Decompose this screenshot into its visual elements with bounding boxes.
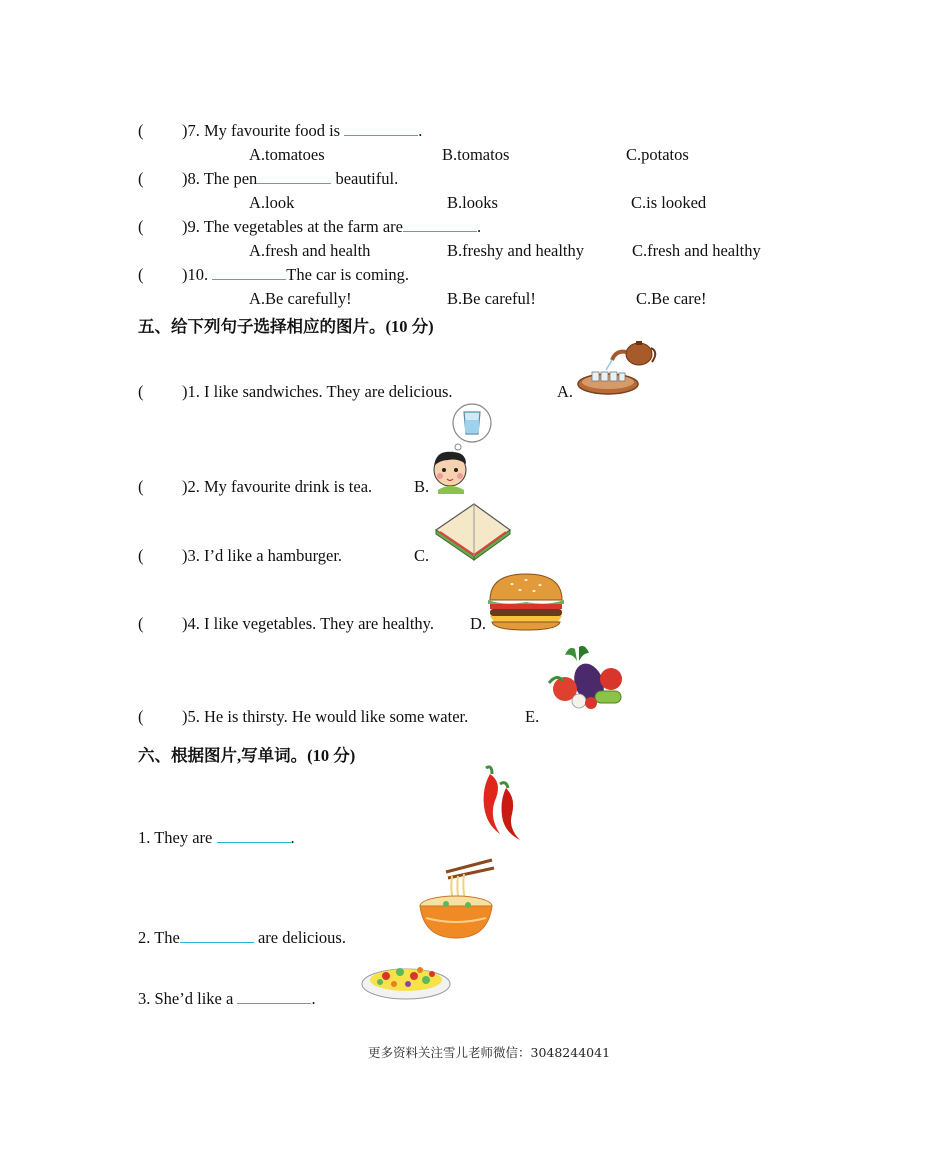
s5-item-2: ( )2. My favourite drink is tea.: [138, 477, 373, 496]
section-5-title: 五、给下列句子选择相应的图片。(10 分): [138, 317, 434, 336]
s5-item-5: ( )5. He is thirsty. He would like some water.: [138, 707, 469, 726]
q8-option-a: A.look: [249, 193, 295, 212]
answer-blank[interactable]: [237, 989, 311, 1004]
section-6-title: 六、根据图片,写单词。(10 分): [138, 746, 356, 765]
q8-option-b: B.looks: [447, 193, 498, 212]
q9-option-a: A.fresh and health: [249, 241, 371, 260]
q9-option-b: B.freshy and healthy: [447, 241, 585, 260]
noodles-picture: [416, 858, 496, 942]
salad-picture: [360, 954, 452, 1002]
hamburger-picture: [484, 570, 568, 632]
q10-option-b: B.Be careful!: [447, 289, 536, 308]
thirsty-boy-picture: [428, 402, 498, 494]
answer-blank[interactable]: [344, 121, 418, 136]
sandwich-picture: [432, 500, 514, 562]
chili-pepper-picture: [466, 762, 526, 844]
footer-note: 更多资料关注雪儿老师微信：3048244041: [368, 1045, 611, 1060]
s5-letter-d: D.: [470, 614, 487, 633]
s5-letter-a: A.: [557, 382, 574, 401]
q7-option-a: A.tomatoes: [249, 145, 325, 164]
answer-blank[interactable]: [217, 828, 291, 843]
q7-option-b: B.tomatos: [442, 145, 510, 164]
q8-option-c: C.is looked: [631, 193, 707, 212]
q9-option-c: C.fresh and healthy: [632, 241, 761, 260]
answer-blank[interactable]: [180, 928, 254, 943]
s6-item-1: 1. They are .: [138, 828, 295, 847]
s5-letter-b: B.: [414, 477, 430, 496]
vegetables-picture: [545, 643, 629, 713]
answer-blank[interactable]: [403, 217, 477, 232]
answer-blank[interactable]: [212, 265, 286, 280]
question-10: ( )10. The car is coming.: [138, 265, 410, 284]
s5-item-3: ( )3. I’d like a hamburger.: [138, 546, 343, 565]
answer-blank[interactable]: [257, 169, 331, 184]
question-9: ( )9. The vegetables at the farm are .: [138, 217, 482, 236]
tea-set-picture: [576, 338, 660, 400]
s5-letter-c: C.: [414, 546, 430, 565]
q7-option-c: C.potatos: [626, 145, 689, 164]
s5-item-1: ( )1. I like sandwiches. They are delicious.: [138, 382, 453, 401]
question-7: ( )7. My favourite food is .: [138, 121, 423, 140]
s5-item-4: ( )4. I like vegetables. They are healthy.: [138, 614, 434, 633]
s6-item-3: 3. She’d like a .: [138, 989, 316, 1008]
q10-option-c: C.Be care!: [636, 289, 707, 308]
s5-letter-e: E.: [525, 707, 540, 726]
s6-item-2: 2. The are delicious.: [138, 928, 346, 947]
q10-option-a: A.Be carefully!: [249, 289, 352, 308]
question-8: ( )8. The pen beautiful.: [138, 169, 399, 188]
